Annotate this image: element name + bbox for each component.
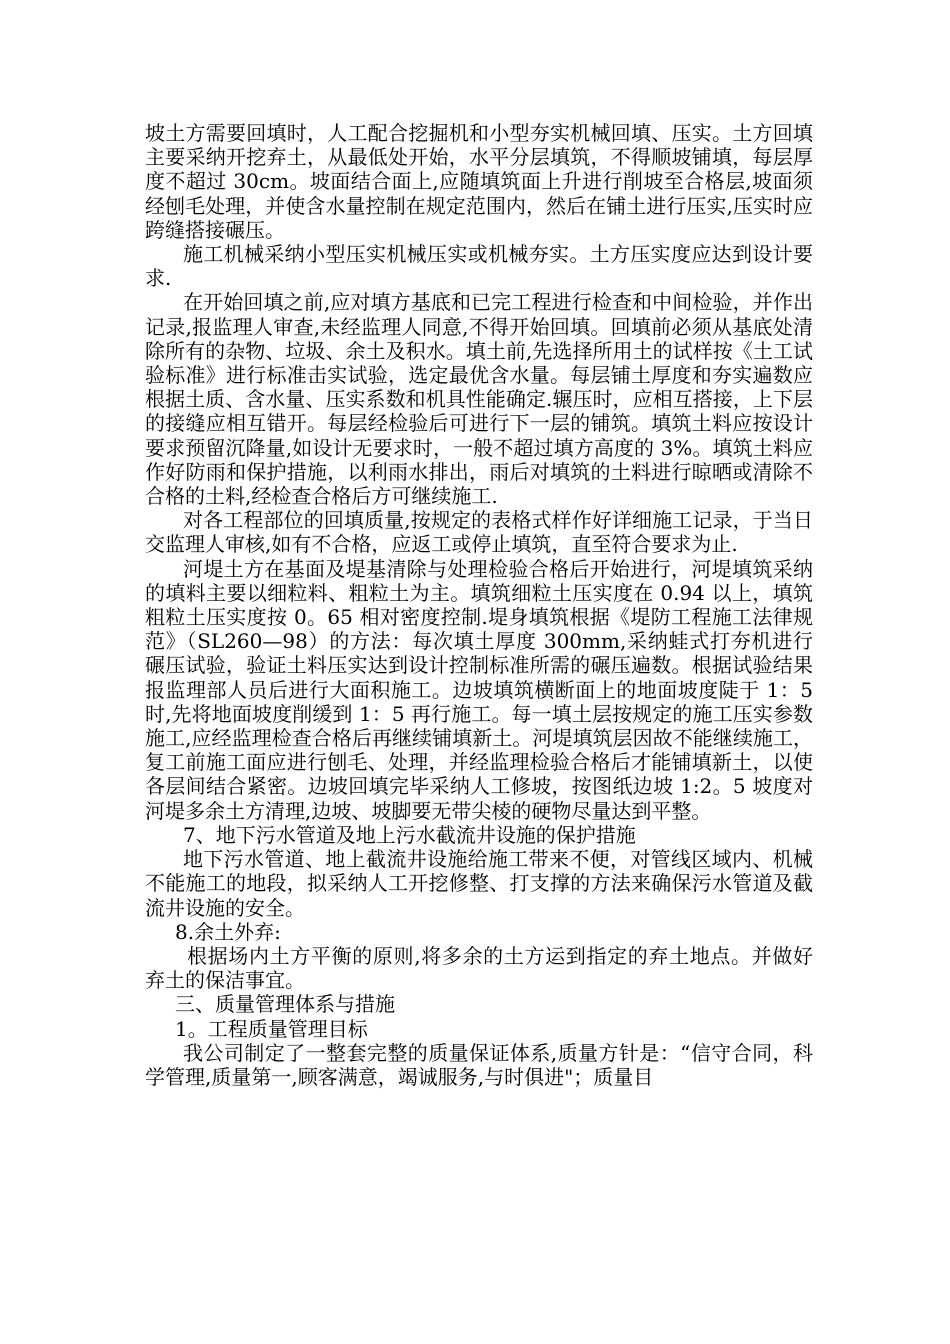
heading-quality-target: 1。工程质量管理目标	[175, 1016, 368, 1041]
paragraph-backfill-inspection: 在开始回填之前,应对填方基底和已完工程进行检查和中间检验，并作出记录,报监理人审查,未经监理人同意,不得开始回填。回填前必须从基底处清除所有的杂物、垃圾、余土及积水。填土前,先选择所用土的试样按《土工试验标准》进行标准击实试验，选定最优含水量。每层铺土厚度和夯实遍数应根据土质、含水量、压实系数和机具性能确定.辗压时，应相互搭接，上下层的接缝应相互错开。每层经检验后可进行下一层的铺筑。填筑土料应按设计要求预留沉降量,如设计无要求时，一般不超过填方高度的 3%。填筑土料应作好防雨和保护措施，以利雨水排出，雨后对填筑的土料进行晾晒或清除不合格的土料,经检查合格后方可继续施工.	[145, 290, 813, 509]
paragraph-sewer-protection: 地下污水管道、地上截流井设施给施工带来不便，对管线区域内、机械不能施工的地段，拟采纳人工开挖修整、打支撑的方法来确保污水管道及截流井设施的安全。	[145, 847, 813, 920]
paragraph-compaction-machinery: 施工机械采纳小型压实机械压实或机械夯实。土方压实度应达到设计要求.	[145, 242, 813, 291]
document-body	[145, 121, 813, 1089]
heading-sewer-protection: 7、地下污水管道及地上污水截流井设施的保护措施	[183, 822, 636, 847]
heading-quality-system: 三、质量管理体系与措施	[175, 992, 395, 1017]
paragraph-slope-backfill: 坡土方需要回填时，人工配合挖掘机和小型夯实机械回填、压实。土方回填主要采纳开挖弃土，从最低处开始，水平分层填筑，不得顺坡铺填，每层厚度不超过 30cm。坡面结合面上,应随填筑面上升进行削坡至合格层,坡面须经刨毛处理，并使含水量控制在规定范围内，然后在铺土进行压实,压实时应跨缝搭接碾压。	[145, 121, 813, 242]
heading-surplus-soil: 8.余土外弃:	[175, 919, 281, 944]
paragraph-embankment-earthwork: 河堤土方在基面及堤基清除与处理检验合格后开始进行，河堤填筑采纳的填料主要以细粒料、粗粒土为主。填筑细粒土压实度在 0.94 以上，填筑粗粒土压实度按 0。65 相对密度控制.堤身填筑根据《堤防工程施工法律规范》（SL260—98）的方法：每次填土厚度 300mm,采纳蛙式打夯机进行碾压试验，验证土料压实达到设计控制标准所需的碾压遍数。根据试验结果报监理部人员后进行大面积施工。边坡填筑横断面上的地面坡度陡于 1：5 时,先将地面坡度削缓到 1：5 再行施工。每一填土层按规定的施工压实参数施工,应经监理检查合格后再继续铺填新土。河堤填筑层因故不能继续施工，复工前施工面应进行刨毛、处理，并经监理检验合格后才能铺填新土，以使各层间结合紧密。边坡回填完毕采纳人工修坡，按图纸边坡 1:2。5 坡度对河堤多余土方清理,边坡、坡脚要无带尖棱的硬物尽量达到平整。	[145, 556, 813, 823]
paragraph-quality-records: 对各工程部位的回填质量,按规定的表格式样作好详细施工记录，于当日交监理人审核,如有不合格，应返工或停止填筑，直至符合要求为止.	[145, 508, 813, 557]
paragraph-surplus-soil: 根据场内土方平衡的原则,将多余的土方运到指定的弃土地点。并做好弃土的保洁事宜。	[145, 943, 813, 993]
paragraph-quality-policy: 我公司制定了一整套完整的质量保证体系,质量方针是：“信守合同，科学管理,质量第一,顾客满意，竭诚服务,与时俱进"；质量目	[145, 1040, 813, 1089]
